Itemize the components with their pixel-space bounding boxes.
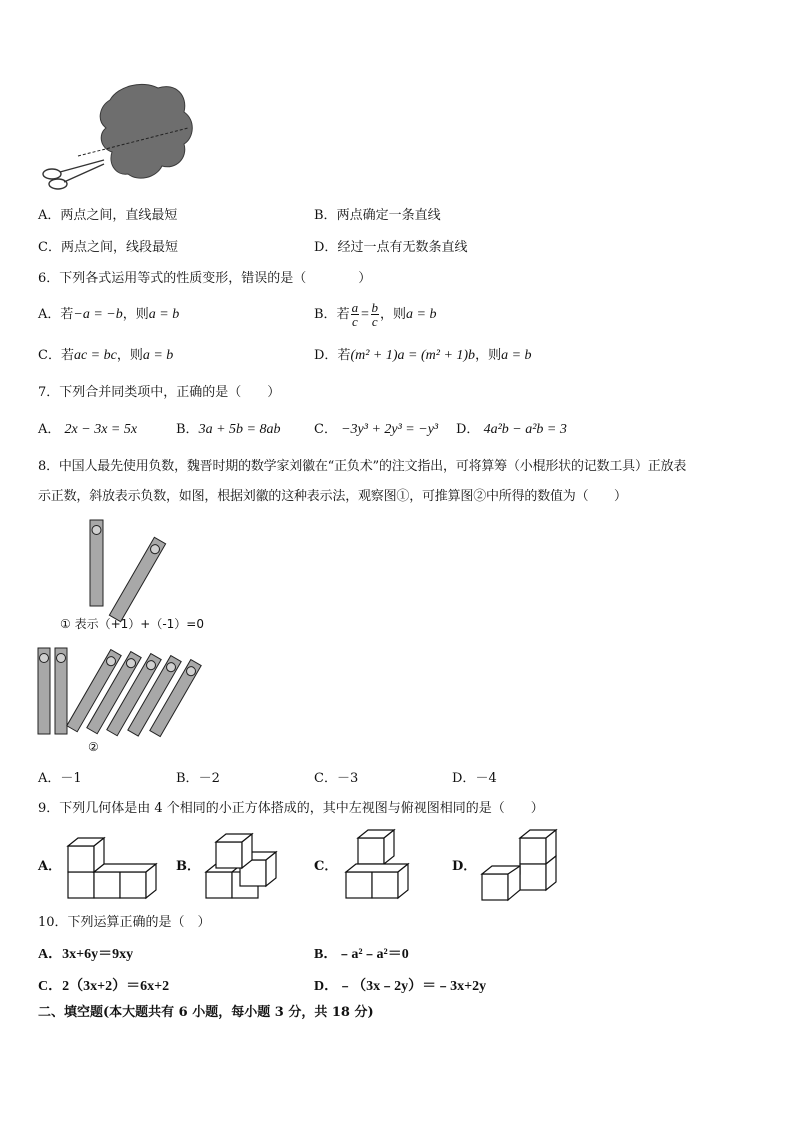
q10-option-a: A．3x+6y＝9xy xyxy=(38,947,134,962)
q6-option-d: D．若(m² + 1)a = (m² + 1)b，则a = b xyxy=(314,348,532,363)
slanted-rod xyxy=(109,537,165,621)
section-2-title: 二、填空题(本大题共有 6 小题，每小题 3 分，共 18 分) xyxy=(38,1005,374,1020)
fraction-a-over-c: $\frac{a}{c}$ xyxy=(351,300,359,329)
figure-1-caption: ① 表示（+1）+（-1）=0 xyxy=(60,617,204,631)
q5-option-a: A．两点之间，直线最短 xyxy=(38,208,178,223)
q7-stem: 7．下列合并同类项中，正确的是（ ） xyxy=(38,385,281,400)
q10-option-c: C．2（3x+2）＝6x+2 xyxy=(38,979,170,994)
q8-stem-line1: 8．中国人最先使用负数，魏晋时期的数学家刘徽在“正负术”的注文指出，可将算筹（小棍形状的记数工具）正放表 xyxy=(38,459,687,474)
q6-option-a: A．若−a = −b，则a = b xyxy=(38,307,180,322)
cube-figure-a xyxy=(66,838,166,902)
fraction-b-over-c: $\frac{b}{c}$ xyxy=(371,300,379,329)
q8-option-c: C．－3 xyxy=(314,771,359,786)
q9-label-a: A． xyxy=(38,859,62,874)
q9-stem: 9．下列几何体是由 4 个相同的小正方体搭成的，其中左视图与俯视图相同的是（ ） xyxy=(38,801,544,816)
q8-stem-line2: 示正数，斜放表示负数，如图，根据刘徽的这种表示法，观察图①，可推算图②中所得的数值为（ ） xyxy=(38,489,627,504)
q8-option-a: A．－1 xyxy=(38,771,82,786)
leaf-shape xyxy=(100,84,192,178)
leaf-scissors-illustration xyxy=(38,78,208,198)
q7-option-b: B．3a + 5b = 8ab xyxy=(176,422,281,437)
q10-option-b: B．﹣a²﹣a²＝0 xyxy=(314,947,409,962)
q8-option-d: D．－4 xyxy=(452,771,497,786)
q5-option-c: C．两点之间，线段最短 xyxy=(38,240,178,255)
figure-2-caption: ② xyxy=(88,740,99,754)
q6-option-b: B．若 $\frac{a}{c}$ = $\frac{b}{c}$ ，则a = b xyxy=(314,300,437,329)
q9-label-d: D． xyxy=(452,859,477,874)
q6-option-c: C．若ac = bc，则a = b xyxy=(38,348,174,363)
cube-figure-c xyxy=(344,830,424,902)
counting-rods-figure-2 xyxy=(34,644,204,738)
cube-figure-d xyxy=(480,830,570,904)
cube-figure-b xyxy=(204,834,284,902)
q6-stem: 6．下列各式运用等式的性质变形，错误的是（ ） xyxy=(38,271,372,286)
scissors-handle xyxy=(43,169,61,179)
q5-option-b: B．两点确定一条直线 xyxy=(314,208,441,223)
q7-option-a: A． 2x − 3x = 5x xyxy=(38,422,138,437)
q5-option-d: D．经过一点有无数条直线 xyxy=(314,240,468,255)
counting-rods-figure-1 xyxy=(84,516,174,616)
q10-option-d: D．﹣（3x﹣2y）＝﹣3x+2y xyxy=(314,979,487,994)
q9-label-b: B． xyxy=(176,859,200,874)
q9-label-c: C． xyxy=(314,859,338,874)
q10-stem: 10．下列运算正确的是（ ） xyxy=(38,915,211,930)
q7-option-c: C． −3y³ + 2y³ = −y³ xyxy=(314,422,439,437)
q7-option-d: D． 4a²b − a²b = 3 xyxy=(456,422,567,437)
q8-option-b: B．－2 xyxy=(176,771,220,786)
